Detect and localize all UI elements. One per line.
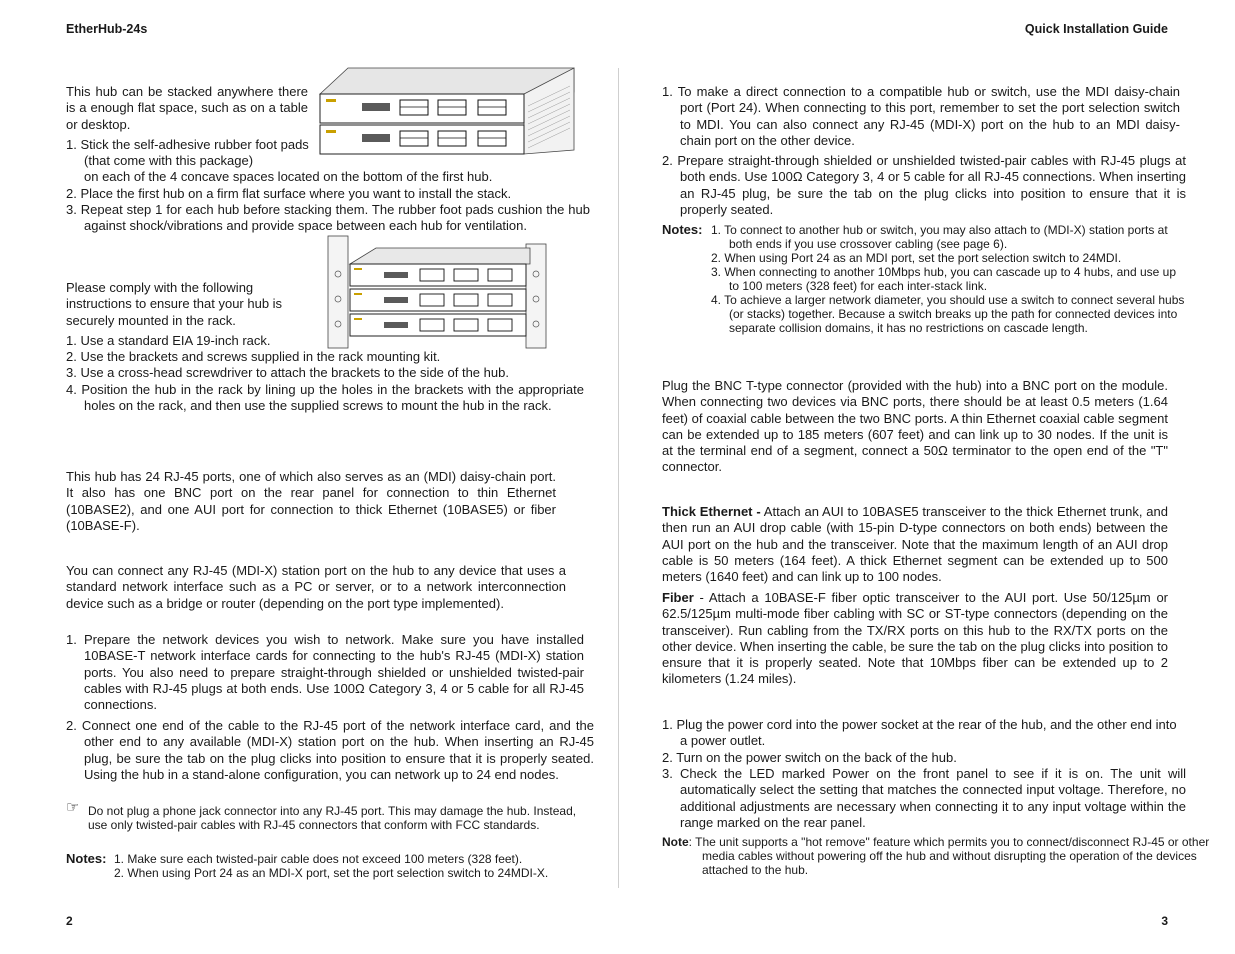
mdi-step-2: 2. Prepare straight-through shielded or unshielded twisted-pair cables with RJ-45 plugs at both ends. Use 100Ω Category 3, 4 or 5 cable for all RJ-45 connections. When inserting an RJ-45 plug, be sure the tab on the plug clicks into position to ensure that it is properly seated. [662, 153, 1186, 217]
ports-paragraph: This hub has 24 RJ-45 ports, one of which also serves as an (MDI) daisy-chain port. It also has one BNC port on the rear panel for connection to thin Ethernet (10BASE2), and one AUI port for connection to thick Ethernet (10BASE5) or fiber (10BASE-F). [66, 469, 556, 533]
rack-step-1: 1. Use a standard EIA 19-inch rack. [66, 333, 271, 348]
page-number-right: 3 [1161, 914, 1168, 928]
right-note-4: 4. To achieve a larger network diameter, you should use a switch to connect several hubs (or stacks) together. Because a switch breaks up the path for connected devices into separate collision domains, it has no restrictions on cascade length. [711, 293, 1185, 335]
stack-step-3: 3. Repeat step 1 for each hub before stacking them. The rubber foot pads cushion the hub against shock/vibrations and provide space between each hub for ventilation. [66, 202, 590, 234]
caution-text: Do not plug a phone jack connector into any RJ-45 port. This may damage the hub. Instead, use only twisted-pair cables with RJ-45 connectors that conform with FCC standards. [88, 804, 577, 832]
mdi-step-1: 1. To make a direct connection to a compatible hub or switch, use the MDI daisy-chain port (Port 24). When connecting to this port, remember to set the port selection switch to MDI. You can also connect any RJ-45 (MDI-X) port on the hub to an MDI daisy-chain port on the other device. [662, 84, 1180, 148]
connect-step-1: 1. Prepare the network devices you wish to network. Make sure you have installed 10BASE-T network interface cards for connecting to the hub's RJ-45 (MDI-X) station ports. You also need to prepare straight-through shielded or unshielded twisted-pair cables with RJ-45 plugs at both ends. Use 100Ω Category 3, 4 or 5 cable for all RJ-45 connections. [66, 632, 584, 713]
stack-step-2: 2. Place the first hub on a firm flat surface where you want to install the stack. [66, 186, 512, 201]
column-divider [618, 68, 619, 888]
stack-step-1: 1. Stick the self-adhesive rubber foot pads (that come with this package) [66, 137, 309, 169]
rack-step-4: 4. Position the hub in the rack by lining up the holes in the brackets with the appropriate holes on the rack, and then use the supplied screws to mount the hub in the rack. [66, 382, 584, 414]
hot-remove-note [662, 835, 1212, 877]
rack-step-3: 3. Use a cross-head screwdriver to attach the brackets to the side of the hub. [66, 365, 509, 380]
connect-paragraph: You can connect any RJ-45 (MDI-X) station port on the hub to any device that uses a standard network interface such as a PC or server, or to a network interconnection device such as a bridge or router (depending on the port type implemented). [66, 563, 566, 611]
stack-step-1-cont: on each of the 4 concave spaces located on the bottom of the first hub. [84, 169, 493, 184]
left-notes-label: Notes: [66, 851, 107, 866]
left-note-2: 2. When using Port 24 as an MDI-X port, set the port selection switch to 24MDI-X. [114, 866, 549, 880]
fiber-text: - Attach a 10BASE-F fiber optic transceiver to the AUI port. Use 50/125µm or 62.5/125µm multi-mode fiber cabling with SC or ST-type connectors (depending on the transceiver). Run cabling from the TX/RX ports on this hub to the RX/TX ports on the other device. When inserting the cable, be sure the tab on the plug clicks into position to ensure that it is properly seated. Note that 10Mbps fiber can be extended up to 2 kilometers (1.24 miles). [662, 590, 1168, 687]
stacked-hubs-figure [318, 66, 576, 156]
rack-step-2: 2. Use the brackets and screws supplied in the rack mounting kit. [66, 349, 441, 364]
right-notes-label: Notes: [662, 222, 703, 237]
hand-pointer-icon: ☞ [66, 799, 80, 816]
bnc-paragraph: Plug the BNC T-type connector (provided with the hub) into a BNC port on the module. When connecting two devices via BNC ports, there should be at least 0.5 meters (1.64 feet) of coaxial cable between the two BNC ports. A thin Ethernet coaxial cable segment can be extended up to 185 meters (607 feet) and can link up to 30 nodes. If the unit is at the terminal end of a segment, connect a 50Ω terminator to the open end of the "T" connector. [662, 378, 1168, 475]
right-note-3: 3. When connecting to another 10Mbps hub, you can cascade up to 4 hubs, and use up to 100 meters (328 feet) for each inter-stack link. [711, 265, 1176, 293]
stack-intro: This hub can be stacked anywhere there is a enough flat space, such as on a table or desktop. [66, 84, 308, 132]
page-number-left: 2 [66, 914, 73, 928]
hot-remove-note-label: Note [662, 835, 689, 849]
right-note-1: 1. To connect to another hub or switch, you may also attach to (MDI-X) station ports at both ends if you use crossover cabling (see page 6). [711, 223, 1168, 251]
right-note-2: 2. When using Port 24 as an MDI port, set the port selection switch to 24MDI. [711, 251, 1122, 265]
thick-ethernet-label: Thick Ethernet - [662, 504, 761, 519]
header-guide-title: Quick Installation Guide [1024, 22, 1168, 36]
connect-step-2: 2. Connect one end of the cable to the RJ-45 port of the network interface card, and the other end to any available (MDI-X) station port on the hub. When inserting an RJ-45 plug, be sure the tab on the plug clicks into position to ensure that it is properly seated. Using the hub in a stand-alone configuration, you can network up to 24 end nodes. [66, 718, 594, 782]
rack-intro: Please comply with the following instructions to ensure that your hub is securely mounted in the rack. [66, 280, 283, 328]
thick-ethernet-text: Attach an AUI to 10BASE5 transceiver to the thick Ethernet trunk, and then run an AUI drop cable (with 15-pin D-type connectors on both ends) between the AUI port on the hub and the transceiver. Note that the maximum length of an AUI drop cable is 50 meters (164 feet). A thick Ethernet segment can be extended up to 500 meters (1640 feet) and can link up to 100 nodes. [662, 504, 1168, 585]
header-product-name: EtherHub-24s [66, 22, 148, 36]
rack-mount-figure [326, 234, 550, 350]
power-step-1: 1. Plug the power cord into the power socket at the rear of the hub, and the other end into a power outlet. [662, 717, 1177, 749]
thick-ethernet-paragraph [662, 504, 1168, 585]
power-step-3: 3. Check the LED marked Power on the front panel to see if it is on. The unit will automatically select the setting that matches the connected input voltage. Therefore, no additional adjustments are necessary when connecting it to any input voltage within the range marked on the rear panel. [662, 766, 1186, 830]
hot-remove-note-text: : The unit supports a "hot remove" feature which permits you to connect/disconnect RJ-45 or other media cables without powering off the hub and without disrupting the operation of the devices attached to the hub. [688, 835, 1210, 877]
fiber-paragraph [662, 590, 1168, 688]
fiber-label: Fiber [662, 590, 694, 605]
power-step-2: 2. Turn on the power switch on the back of the hub. [662, 750, 957, 765]
left-note-1: 1. Make sure each twisted-pair cable does not exceed 100 meters (328 feet). [114, 852, 523, 866]
